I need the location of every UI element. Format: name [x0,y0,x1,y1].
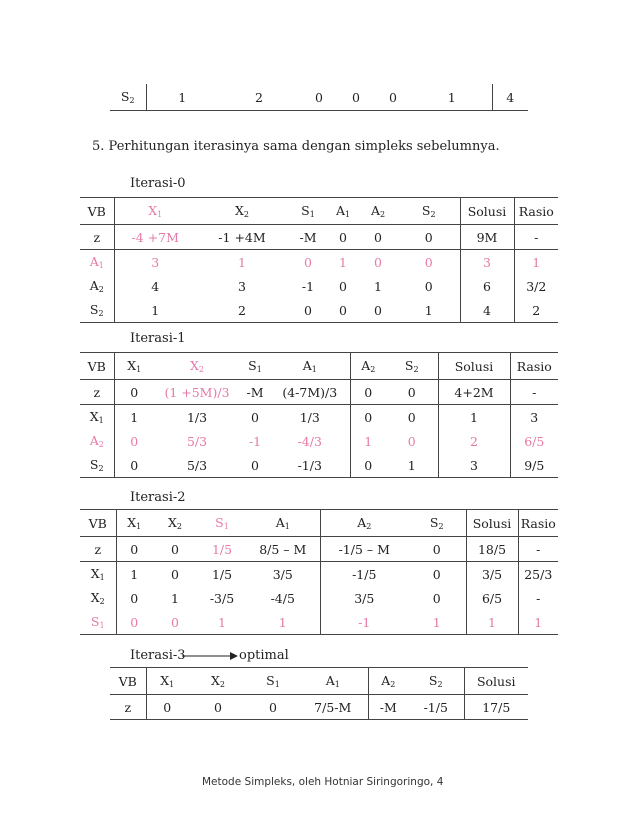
table-cell: (4-7M)/3 [270,380,350,405]
table-cell: 1 [398,298,460,323]
table-cell: 1 [238,254,246,270]
table-row [80,562,558,587]
table-cell: 4 [460,298,514,323]
table-cell: 9M [460,225,514,250]
table-cell: 0 [288,298,328,323]
table-cell: 0 [398,274,460,298]
column-header: $A_2$ [350,353,386,380]
column-header: $X_1$ [114,198,196,225]
table-header-row [80,198,558,225]
column-header: $A_1$ [246,510,320,537]
table-cell: 0 [130,590,139,606]
table-cell: 0 [130,433,139,449]
table-cell: 3 [238,278,246,294]
top-cell: 0 [374,84,412,111]
column-header: $X_2$ [152,510,198,537]
table-cell: 3 [460,250,514,275]
column-header: Rasio [518,510,558,537]
table-cell: 0 [386,429,438,453]
column-header: Solusi [460,198,514,225]
table-cell: 0 [251,409,259,425]
iter1-label: Iterasi-1 [130,331,186,346]
table-cell: 1 [198,610,246,635]
table-row [80,453,558,478]
column-header: $A_2$ [320,510,408,537]
table-row [110,695,528,720]
column-header: VB [80,353,114,380]
column-header: $A_1$ [328,198,358,225]
step-text: 5. Perhitungan iterasinya sama dengan simpleks sebelumnya. [92,139,500,154]
table-cell: 1 [466,610,518,635]
column-header: $A_2$ [358,198,398,225]
column-header: $S_2$ [386,353,438,380]
column-header: VB [80,198,114,225]
iter3-status: optimal [239,648,289,663]
top-cell: 2 [218,84,300,111]
table-cell: 0 [386,405,438,430]
table-cell: 1 [130,409,139,425]
table-cell: 0 [374,254,382,270]
table-cell: 1 [438,405,510,430]
table-cell: -1 [301,278,315,294]
table-row [80,586,558,610]
column-header: $X_2$ [188,668,248,695]
table-cell: -4 +7M [114,225,196,250]
table-cell: 0 [171,566,179,582]
column-header: $X_1$ [146,668,188,695]
table-cell: 1/3 [270,405,350,430]
table-cell: $A_2$ [80,274,114,298]
column-header: $A_1$ [270,353,350,380]
table-cell: -3/5 [209,590,235,606]
table-cell: 4 [151,278,160,294]
table-cell: 6/5 [466,586,518,610]
column-header: VB [110,668,146,695]
column-header: $X_2$ [196,198,288,225]
table-cell: -1/5 [352,566,377,582]
table-cell: - [536,590,541,606]
column-header: $S_2$ [408,668,464,695]
table-cell: -1 [248,433,262,449]
table-cell: 4+2M [438,380,510,405]
table-cell: 1 [386,453,438,478]
column-header: $S_1$ [240,353,270,380]
table-cell: 1 [374,278,382,294]
table-cell: 3/5 [466,562,518,587]
table-cell: 3 [438,453,510,478]
table-cell: - [510,380,558,405]
table-cell: 0 [188,695,248,720]
table-cell: -1/3 [270,453,350,478]
top-table [110,84,528,111]
table-cell: 2 [438,429,510,453]
table-cell: 1/5 [198,537,246,562]
table-cell: 3 [151,254,160,270]
table-cell: 0 [248,695,298,720]
iter2-label: Iterasi-2 [130,490,186,505]
table-cell: z [80,537,116,562]
table-cell: 18/5 [466,537,518,562]
column-header: VB [80,510,116,537]
column-header: Solusi [464,668,528,695]
table-cell: 3/5 [246,562,320,587]
table-cell: -1/5 – M [320,537,408,562]
table-cell: 3/2 [526,278,547,294]
column-header: $A_1$ [298,668,368,695]
table-cell: 5/3 [154,453,240,478]
table-row [80,537,558,562]
top-cell: 1 [146,84,218,111]
table-cell: $X_1$ [80,562,116,587]
table-row [80,380,558,405]
table-cell: 0 [114,453,154,478]
table-cell: 0 [328,298,358,323]
table-cell: 1 [114,298,196,323]
iter0-label: Iterasi-0 [130,176,186,191]
table-cell: 0 [328,225,358,250]
table-cell: 0 [408,586,466,610]
table-cell: 0 [146,695,188,720]
column-header: $X_2$ [154,353,240,380]
table-cell: 0 [240,453,270,478]
table-cell: -4/5 [246,586,320,610]
table-cell: 17/5 [464,695,528,720]
column-header: $S_1$ [288,198,328,225]
table-cell: 25/3 [524,566,553,582]
column-header: $S_1$ [248,668,298,695]
table-cell: - [514,225,558,250]
table-cell: 7/5-M [298,695,368,720]
table-cell: 3/5 [354,590,375,606]
column-header: $X_1$ [114,353,154,380]
table-cell: 0 [364,409,373,425]
table-cell: $S_2$ [80,453,114,478]
table-cell: 1 [171,590,179,606]
arrow-right-icon [182,651,238,661]
table-cell: 2 [514,298,558,323]
table-cell: 0 [398,250,460,275]
table-cell: 0 [304,254,312,270]
table-cell: 0 [152,610,198,635]
table-cell: -M [240,380,270,405]
table-cell: (1 +5M)/3 [154,380,240,405]
table-cell: 0 [350,453,386,478]
table-row [80,429,558,453]
table-cell: z [80,380,114,405]
table-cell: $X_1$ [80,405,114,430]
table-cell: -M [368,695,408,720]
table-cell: $S_2$ [80,298,114,323]
table-cell: 3 [530,409,539,425]
top-cell: 0 [338,84,374,111]
column-header: Rasio [510,353,558,380]
table-cell: -4/3 [270,429,350,453]
top-cell: 1 [412,84,492,111]
top-cell: 4 [492,84,528,111]
iter2-table [80,509,558,635]
column-header: Solusi [466,510,518,537]
column-header: $S_2$ [408,510,466,537]
column-header: Solusi [438,353,510,380]
table-cell: 0 [408,537,466,562]
table-cell: 0 [408,562,466,587]
table-cell: 0 [152,537,198,562]
table-cell: 1 [339,254,347,270]
table-cell: -1 [320,610,408,635]
page-footer: Metode Simpleks, oleh Hotniar Siringoringo, 4 [202,776,444,788]
table-cell: 9/5 [510,453,558,478]
column-header: $X_1$ [116,510,152,537]
table-cell: 1 [130,566,139,582]
table-cell: $A_2$ [80,429,114,453]
table-row [80,298,558,323]
table-header-row [110,668,528,695]
table-cell: 0 [350,380,386,405]
table-cell: - [518,537,558,562]
column-header: $A_2$ [368,668,408,695]
table-cell: 1 [408,610,466,635]
table-cell: 1 [518,610,558,635]
table-cell: 0 [116,537,152,562]
table-cell: 1 [532,254,541,270]
iter0-table [80,197,558,323]
column-header: $S_1$ [198,510,246,537]
table-cell: 0 [116,610,152,635]
table-cell: -1/5 [408,695,464,720]
top-vb: $S_2$ [110,84,146,111]
iter3-label: Iterasi-3 [130,648,186,663]
table-cell: 6 [460,274,514,298]
table-cell: $S_1$ [80,610,116,635]
table-cell: 0 [398,225,460,250]
table-cell: 0 [114,380,154,405]
table-cell: 5/3 [186,433,208,449]
table-row [80,250,558,275]
table-header-row [80,353,558,380]
table-cell: -1 +4M [196,225,288,250]
table-header-row [80,510,558,537]
table-row [80,405,558,430]
column-header: Rasio [514,198,558,225]
table-cell: 0 [386,380,438,405]
table-row [80,610,558,635]
table-cell: $A_1$ [80,250,114,275]
table-cell: 1 [246,610,320,635]
table-cell: $X_2$ [80,586,116,610]
table-cell: 1/3 [186,409,208,425]
table-cell: 2 [196,298,288,323]
table-cell: 8/5 – M [246,537,320,562]
table-cell: z [110,695,146,720]
top-cell: 0 [300,84,338,111]
table-cell: 0 [358,225,398,250]
table-row [80,225,558,250]
iter1-table [80,352,558,478]
table-cell: 1 [364,433,373,449]
table-cell: 1/5 [211,566,233,582]
iter3-table [110,667,528,720]
table-cell: 0 [358,298,398,323]
table-cell: -M [288,225,328,250]
table-cell: 6/5 [524,433,545,449]
table-cell: z [80,225,114,250]
column-header: $S_2$ [398,198,460,225]
table-cell: 0 [339,278,347,294]
table-row [80,274,558,298]
